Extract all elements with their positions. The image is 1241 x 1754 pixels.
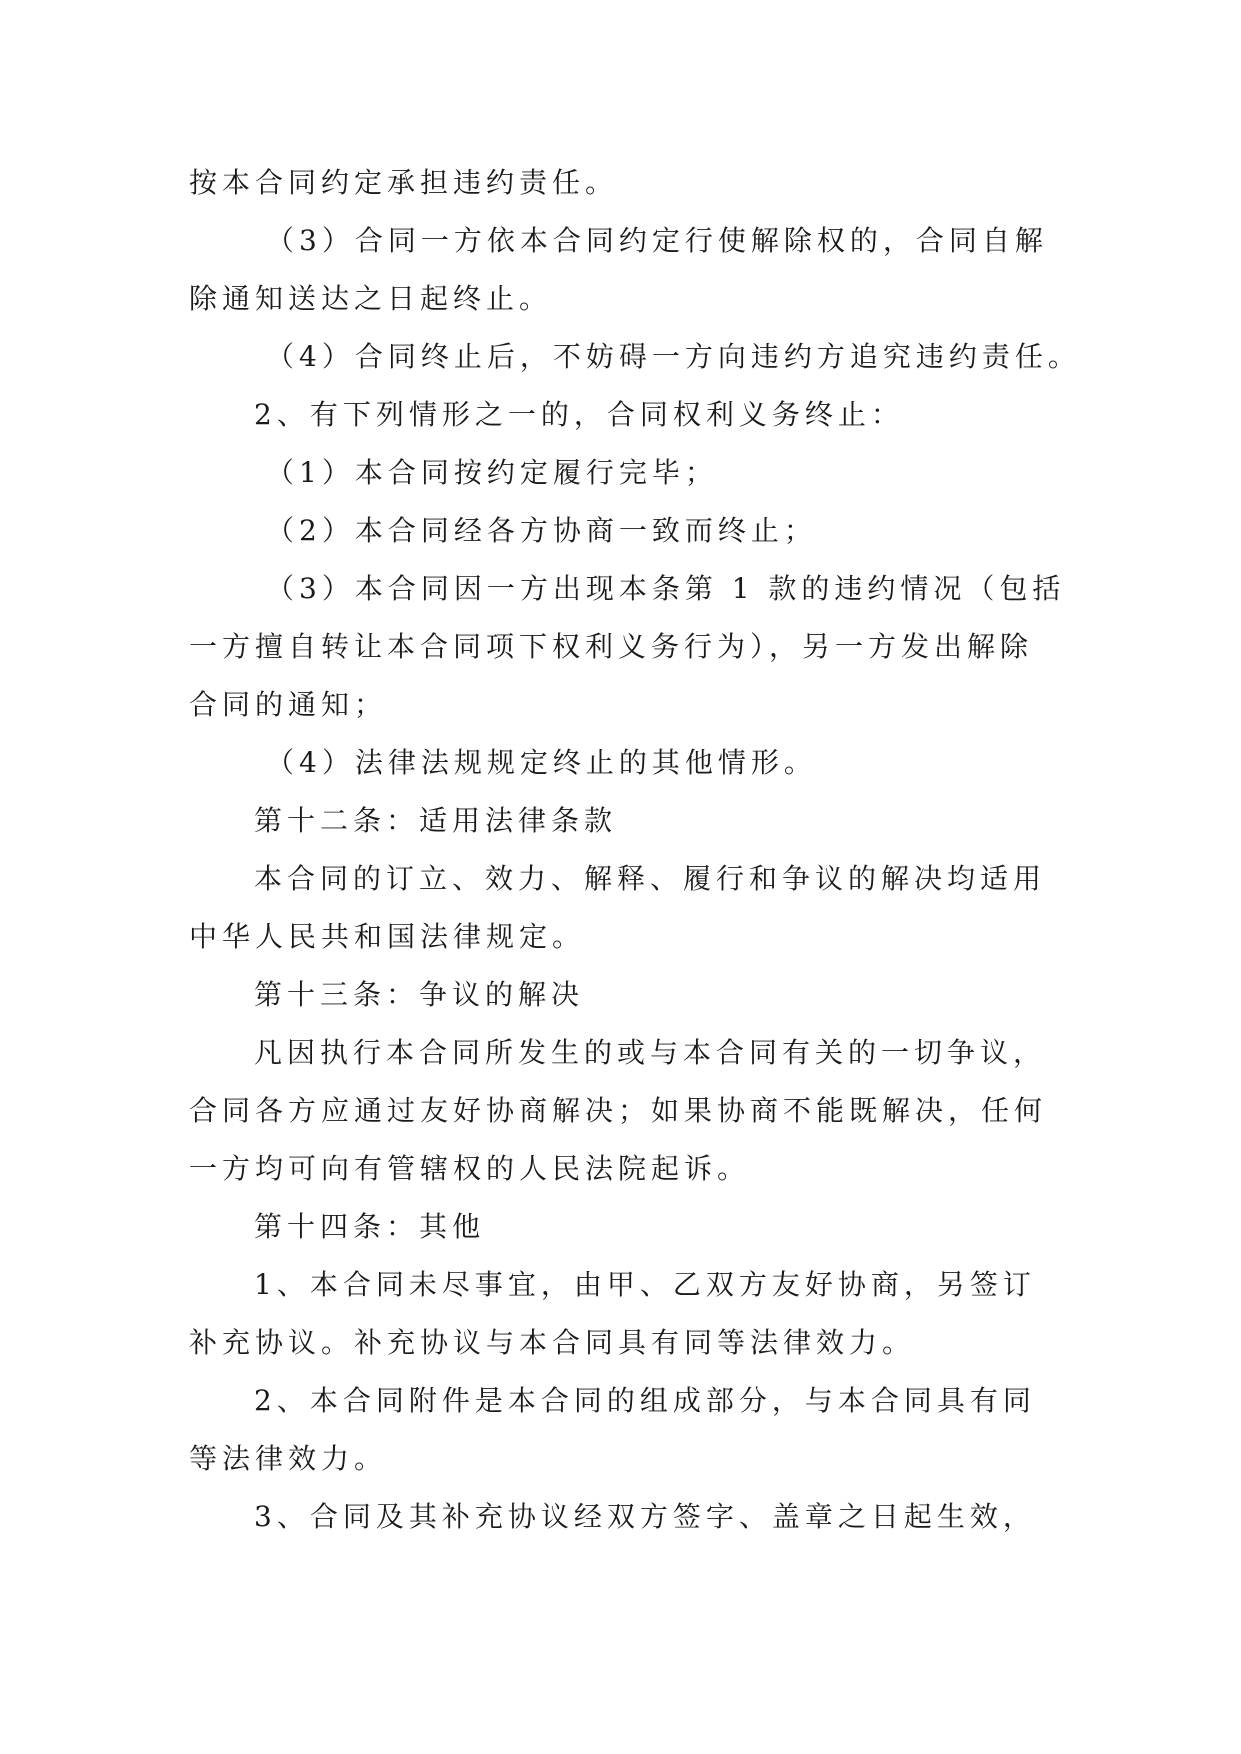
text-line: 凡因执行本合同所发生的或与本合同有关的一切争议， [254,1036,1047,1069]
text-line: 一方擅自转让本合同项下权利义务行为），另一方发出解除 [189,630,1034,663]
text-line: 1、本合同未尽事宜，由甲、乙双方友好协商，另签订 [254,1268,1036,1301]
text-line: （2）本合同经各方协商一致而终止； [266,514,817,547]
text-line: （3）本合同因一方出现本条第 1 款的违约情况（包括 [266,572,1066,605]
text-line: （4）合同终止后，不妨碍一方向违约方追究违约责任。 [266,340,1081,373]
text-line: （4）法律法规规定终止的其他情形。 [266,746,817,779]
text-line: 补充协议。补充协议与本合同具有同等法律效力。 [189,1326,916,1359]
section-heading: 第十四条：其他 [254,1210,486,1243]
text-line: （3）合同一方依本合同约定行使解除权的，合同自解 [266,224,1048,257]
text-line: 等法律效力。 [189,1442,388,1475]
text-line: 3、合同及其补充协议经双方签字、盖章之日起生效， [254,1500,1036,1533]
text-line: 中华人民共和国法律规定。 [189,920,586,953]
section-heading: 第十二条：适用法律条款 [254,804,618,837]
text-line: 合同各方应通过友好协商解决；如果协商不能既解决，任何 [189,1094,1048,1127]
text-line: 2、本合同附件是本合同的组成部分，与本合同具有同 [254,1384,1036,1417]
text-line: 按本合同约定承担违约责任。 [189,166,619,199]
text-line: 2、有下列情形之一的，合同权利义务终止： [254,398,904,431]
text-line: 本合同的订立、效力、解释、履行和争议的解决均适用 [254,862,1047,895]
text-line: 合同的通知； [189,688,388,721]
text-line: 一方均可向有管辖权的人民法院起诉。 [189,1152,751,1185]
text-line: 除通知送达之日起终止。 [189,282,553,315]
text-line: （1）本合同按约定履行完毕； [266,456,718,489]
section-heading: 第十三条：争议的解决 [254,978,585,1011]
